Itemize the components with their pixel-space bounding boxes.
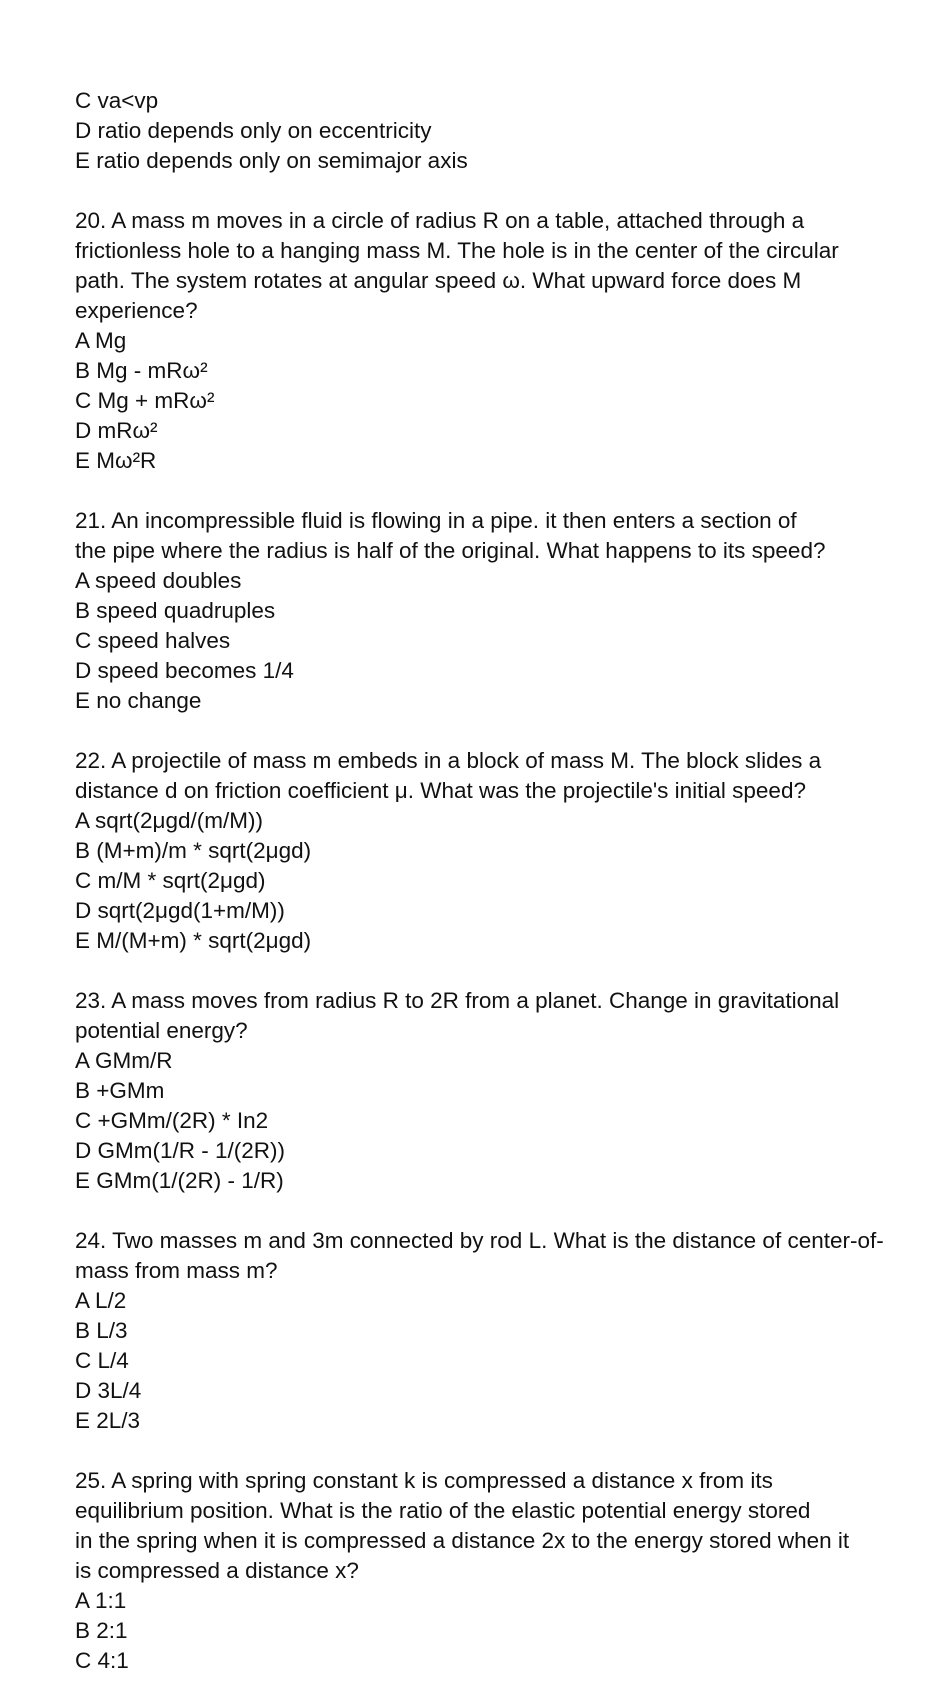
option-line: B Mg - mRω² (75, 358, 208, 383)
option-line: C va<vp (75, 88, 159, 113)
paragraph-gap (75, 956, 935, 986)
option-line: B speed quadruples (75, 598, 276, 623)
document-page (75, 86, 935, 1676)
paragraph-gap (75, 1196, 935, 1226)
question-stem-line: in the spring when it is compressed a distance 2x to the energy stored when it (75, 1528, 850, 1553)
question-stem-line: 25. A spring with spring constant k is compressed a distance x from its (75, 1468, 773, 1493)
question-21 (75, 506, 935, 716)
option-line: E GMm(1/(2R) - 1/R) (75, 1168, 284, 1193)
option-line: E no change (75, 688, 202, 713)
question-stem-line: distance d on friction coefficient μ. What was the projectile's initial speed? (75, 778, 806, 803)
question-20 (75, 206, 935, 476)
question-22 (75, 746, 935, 956)
option-line: C L/4 (75, 1348, 129, 1373)
question-stem-line: 20. A mass m moves in a circle of radius R on a table, attached through a (75, 208, 805, 233)
paragraph-gap (75, 716, 935, 746)
intro-options-block (75, 86, 935, 176)
option-line: A Mg (75, 328, 127, 353)
option-line: E ratio depends only on semimajor axis (75, 148, 468, 173)
question-stem-line: path. The system rotates at angular speed ω. What upward force does M (75, 268, 802, 293)
option-line: A sqrt(2μgd/(m/M)) (75, 808, 263, 833)
question-stem-line: equilibrium position. What is the ratio of the elastic potential energy stored (75, 1498, 811, 1523)
question-stem-line: experience? (75, 298, 198, 323)
option-line: D GMm(1/R - 1/(2R)) (75, 1138, 285, 1163)
option-line: C Mg + mRω² (75, 388, 215, 413)
question-25 (75, 1466, 935, 1676)
option-line: B +GMm (75, 1078, 165, 1103)
option-line: C speed halves (75, 628, 231, 653)
option-line: A speed doubles (75, 568, 242, 593)
option-line: C m/M * sqrt(2μgd) (75, 868, 266, 893)
option-line: D 3L/4 (75, 1378, 142, 1403)
option-line: E M/(M+m) * sqrt(2μgd) (75, 928, 312, 953)
question-stem-line: frictionless hole to a hanging mass M. The hole is in the center of the circular (75, 238, 839, 263)
question-stem-line: 23. A mass moves from radius R to 2R from a planet. Change in gravitational (75, 988, 840, 1013)
paragraph-gap (75, 476, 935, 506)
question-stem-line: 24. Two masses m and 3m connected by rod L. What is the distance of center-of- (75, 1228, 884, 1253)
option-line: D ratio depends only on eccentricity (75, 118, 432, 143)
option-line: B (M+m)/m * sqrt(2μgd) (75, 838, 312, 863)
option-line: C +GMm/(2R) * In2 (75, 1108, 269, 1133)
question-stem-line: potential energy? (75, 1018, 248, 1043)
option-line: D sqrt(2μgd(1+m/M)) (75, 898, 285, 923)
paragraph-gap (75, 1436, 935, 1466)
question-stem-line: mass from mass m? (75, 1258, 278, 1283)
question-stem-line: is compressed a distance x? (75, 1558, 359, 1583)
option-line: E 2L/3 (75, 1408, 141, 1433)
option-line: E Mω²R (75, 448, 157, 473)
option-line: D mRω² (75, 418, 158, 443)
option-line: A 1:1 (75, 1588, 127, 1613)
question-stem-line: 22. A projectile of mass m embeds in a block of mass M. The block slides a (75, 748, 822, 773)
option-line: D speed becomes 1/4 (75, 658, 294, 683)
paragraph-gap (75, 176, 935, 206)
question-23 (75, 986, 935, 1196)
option-line: A GMm/R (75, 1048, 173, 1073)
question-stem-line: the pipe where the radius is half of the original. What happens to its speed? (75, 538, 826, 563)
option-line: B L/3 (75, 1318, 128, 1343)
option-line: C 4:1 (75, 1648, 129, 1673)
question-24 (75, 1226, 935, 1436)
option-line: A L/2 (75, 1288, 127, 1313)
option-line: B 2:1 (75, 1618, 128, 1643)
question-stem-line: 21. An incompressible fluid is flowing in a pipe. it then enters a section of (75, 508, 797, 533)
